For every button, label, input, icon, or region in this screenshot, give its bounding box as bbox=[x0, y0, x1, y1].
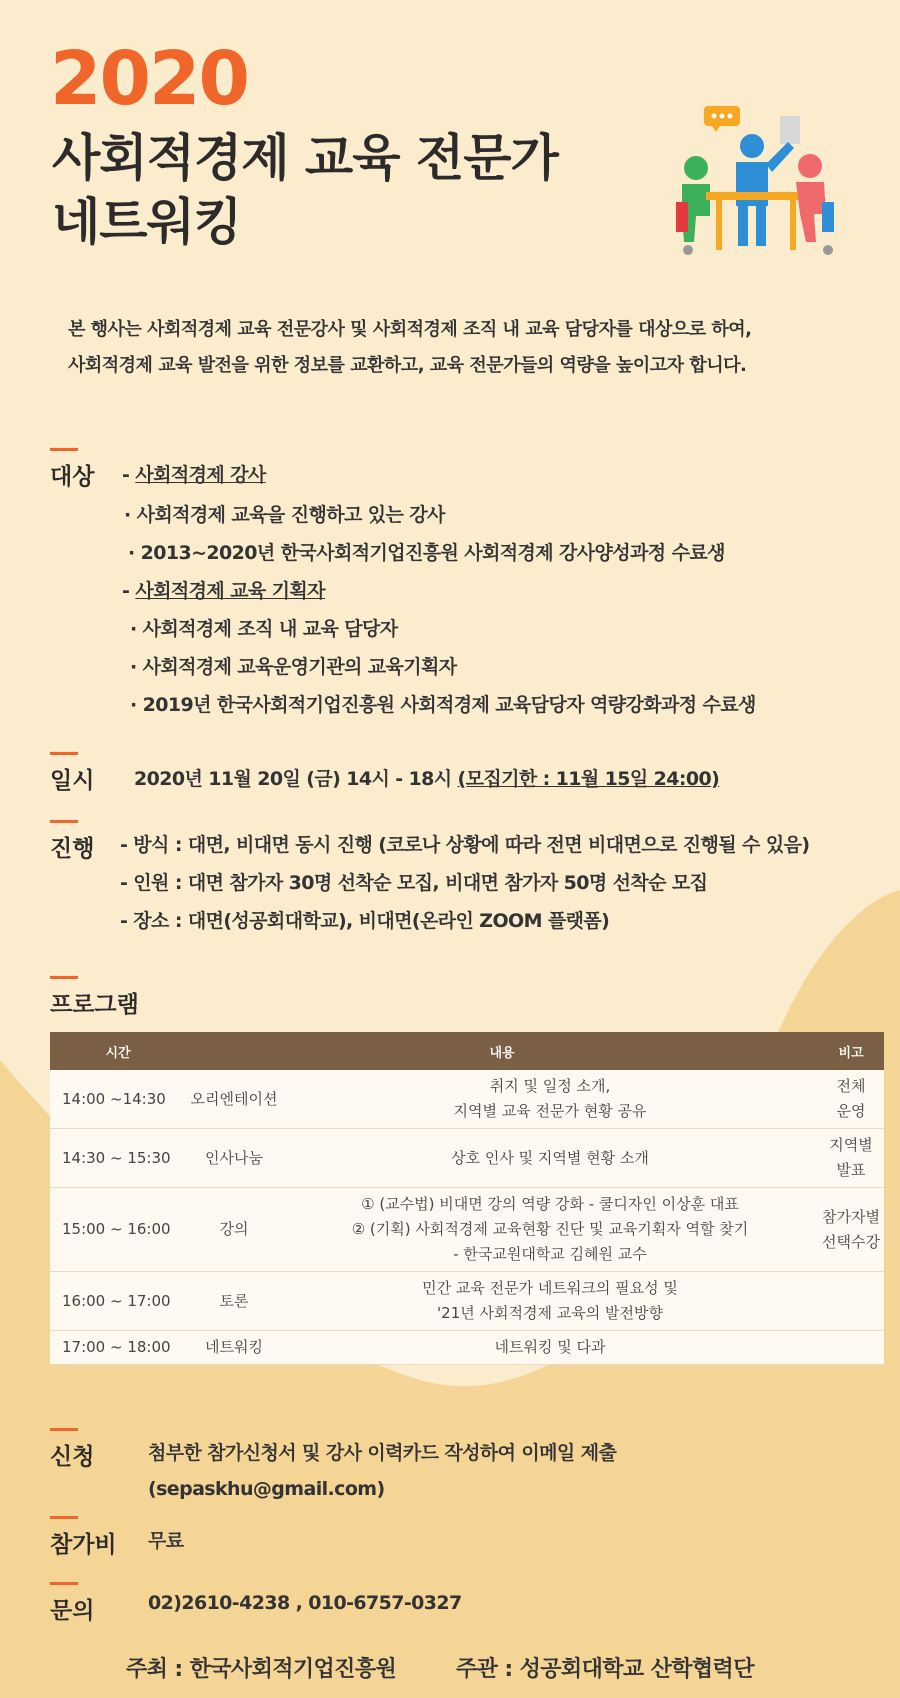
table-row bbox=[50, 1188, 884, 1272]
row-content bbox=[282, 1129, 818, 1188]
col-content: 내용 bbox=[186, 1032, 818, 1070]
program-table bbox=[50, 1032, 884, 1365]
progress-item: - 장소 : 대면(성공회대학교), 비대면(온라인 ZOOM 플랫폼) bbox=[120, 910, 610, 932]
row-note-line: 선택수강 bbox=[822, 1232, 880, 1251]
footer-host: 주최 : 한국사회적기업진흥원 bbox=[126, 1657, 397, 1682]
row-note bbox=[818, 1129, 884, 1188]
row-content-line: - 한국교원대학교 김혜원 교수 bbox=[453, 1245, 647, 1263]
fee-heading: 참가비 bbox=[50, 1526, 117, 1559]
row-content-line: 지역별 교육 전문가 현황 공유 bbox=[453, 1102, 647, 1120]
event-year: 2020 bbox=[50, 36, 248, 122]
progress-item: - 인원 : 대면 참가자 30명 선착순 모집, 비대면 참가자 50명 선착순 모집 bbox=[120, 872, 708, 894]
target-group-2: - 사회적경제 교육 기획자 bbox=[122, 580, 325, 602]
row-content-line: ② (기획) 사회적경제 교육현황 진단 및 교육기획자 역할 찾기 bbox=[351, 1220, 749, 1238]
intro-line-1: 본 행사는 사회적경제 교육 전문강사 및 사회적경제 조직 내 교육 담당자를 대상으로 하여, bbox=[68, 319, 752, 340]
target-group-1: - 사회적경제 강사 bbox=[122, 464, 266, 486]
row-content bbox=[282, 1331, 818, 1365]
row-note-line: 운영 bbox=[836, 1102, 866, 1120]
intro-text bbox=[68, 312, 868, 384]
footer-organizer: 주관 : 성공회대학교 산학협력단 bbox=[456, 1657, 754, 1682]
meeting-illustration-icon bbox=[676, 106, 836, 258]
target-group-2-item: · 2019년 한국사회적기업진흥원 사회적경제 교육담당자 역량강화과정 수료생 bbox=[130, 694, 756, 716]
row-note bbox=[818, 1272, 884, 1331]
schedule-text bbox=[134, 764, 719, 791]
intro-line-2: 사회적경제 교육 발전을 위한 정보를 교환하고, 교육 전문가들의 역량을 높이고자 합니다. bbox=[68, 355, 747, 376]
row-content-line: 민간 교육 전문가 네트워크의 필요성 및 bbox=[422, 1279, 678, 1297]
row-content-line: ① (교수법) 비대면 강의 역량 강화 - 쿨디자인 이상훈 대표 bbox=[361, 1195, 739, 1213]
row-time: 17:00 ~ 18:00 bbox=[50, 1331, 186, 1365]
apply-email[interactable]: (sepaskhu@gmail.com) bbox=[148, 1478, 385, 1500]
row-note-line: 참가자별 bbox=[822, 1207, 880, 1226]
schedule-datetime: 2020년 11월 20일 (금) 14시 - 18시 bbox=[134, 768, 458, 790]
row-note-line: 발표 bbox=[836, 1161, 866, 1179]
row-note bbox=[818, 1188, 884, 1272]
row-session: 인사나눔 bbox=[186, 1129, 282, 1188]
col-note: 비고 bbox=[818, 1032, 884, 1070]
program-heading: 프로그램 bbox=[50, 986, 139, 1019]
table-row bbox=[50, 1331, 884, 1365]
row-session: 토론 bbox=[186, 1272, 282, 1331]
target-group-2-label: 사회적경제 교육 기획자 bbox=[135, 580, 325, 602]
col-time: 시간 bbox=[50, 1032, 186, 1070]
target-group-1-item: · 2013~2020년 한국사회적기업진흥원 사회적경제 강사양성과정 수료생 bbox=[128, 542, 725, 564]
target-group-2-item: · 사회적경제 조직 내 교육 담당자 bbox=[130, 618, 398, 640]
table-row bbox=[50, 1129, 884, 1188]
row-content-line: 취지 및 일정 소개, bbox=[489, 1077, 611, 1095]
row-content-line: 상호 인사 및 지역별 현황 소개 bbox=[451, 1148, 649, 1167]
table-row bbox=[50, 1070, 884, 1129]
target-group-1-label: 사회적경제 강사 bbox=[135, 464, 266, 486]
row-note bbox=[818, 1070, 884, 1129]
target-group-1-item: · 사회적경제 교육을 진행하고 있는 강사 bbox=[124, 504, 445, 526]
row-session: 네트워킹 bbox=[186, 1331, 282, 1365]
contact-text: 02)2610-4238 , 010-6757-0327 bbox=[148, 1592, 462, 1614]
row-content-line: '21년 사회적경제 교육의 발전방향 bbox=[437, 1304, 663, 1322]
progress-item: - 방식 : 대면, 비대면 동시 진행 (코로나 상황에 따라 전면 비대면으로 진행될 수 있음) bbox=[120, 834, 810, 856]
progress-heading: 진행 bbox=[50, 830, 94, 863]
target-heading: 대상 bbox=[50, 458, 94, 491]
row-content-line: 네트워킹 및 다과 bbox=[494, 1338, 606, 1356]
apply-line-1: 첨부한 참가신청서 및 강사 이력카드 작성하여 이메일 제출 bbox=[148, 1442, 617, 1464]
title-line-1: 사회적경제 교육 전문가 bbox=[52, 129, 558, 187]
row-session: 오리엔테이션 bbox=[186, 1070, 282, 1129]
apply-heading: 신청 bbox=[50, 1438, 94, 1471]
target-group-2-item: · 사회적경제 교육운영기관의 교육기획자 bbox=[130, 656, 457, 678]
row-note-line: 지역별 bbox=[829, 1136, 873, 1154]
fee-text: 무료 bbox=[148, 1530, 184, 1552]
row-session: 강의 bbox=[186, 1188, 282, 1272]
row-note-line: 전체 bbox=[836, 1077, 866, 1095]
row-note bbox=[818, 1331, 884, 1365]
row-content bbox=[282, 1070, 818, 1129]
row-time: 14:00 ~14:30 bbox=[50, 1070, 186, 1129]
event-title bbox=[52, 126, 558, 254]
row-time: 16:00 ~ 17:00 bbox=[50, 1272, 186, 1331]
table-row bbox=[50, 1272, 884, 1331]
schedule-heading: 일시 bbox=[50, 762, 94, 795]
title-line-2: 네트워킹 bbox=[52, 193, 242, 251]
schedule-deadline: (모집기한 : 11월 15일 24:00) bbox=[457, 768, 720, 790]
row-content bbox=[282, 1188, 818, 1272]
program-table-header bbox=[50, 1032, 884, 1070]
row-content bbox=[282, 1272, 818, 1331]
row-time: 15:00 ~ 16:00 bbox=[50, 1188, 186, 1272]
row-time: 14:30 ~ 15:30 bbox=[50, 1129, 186, 1188]
contact-heading: 문의 bbox=[50, 1592, 94, 1625]
